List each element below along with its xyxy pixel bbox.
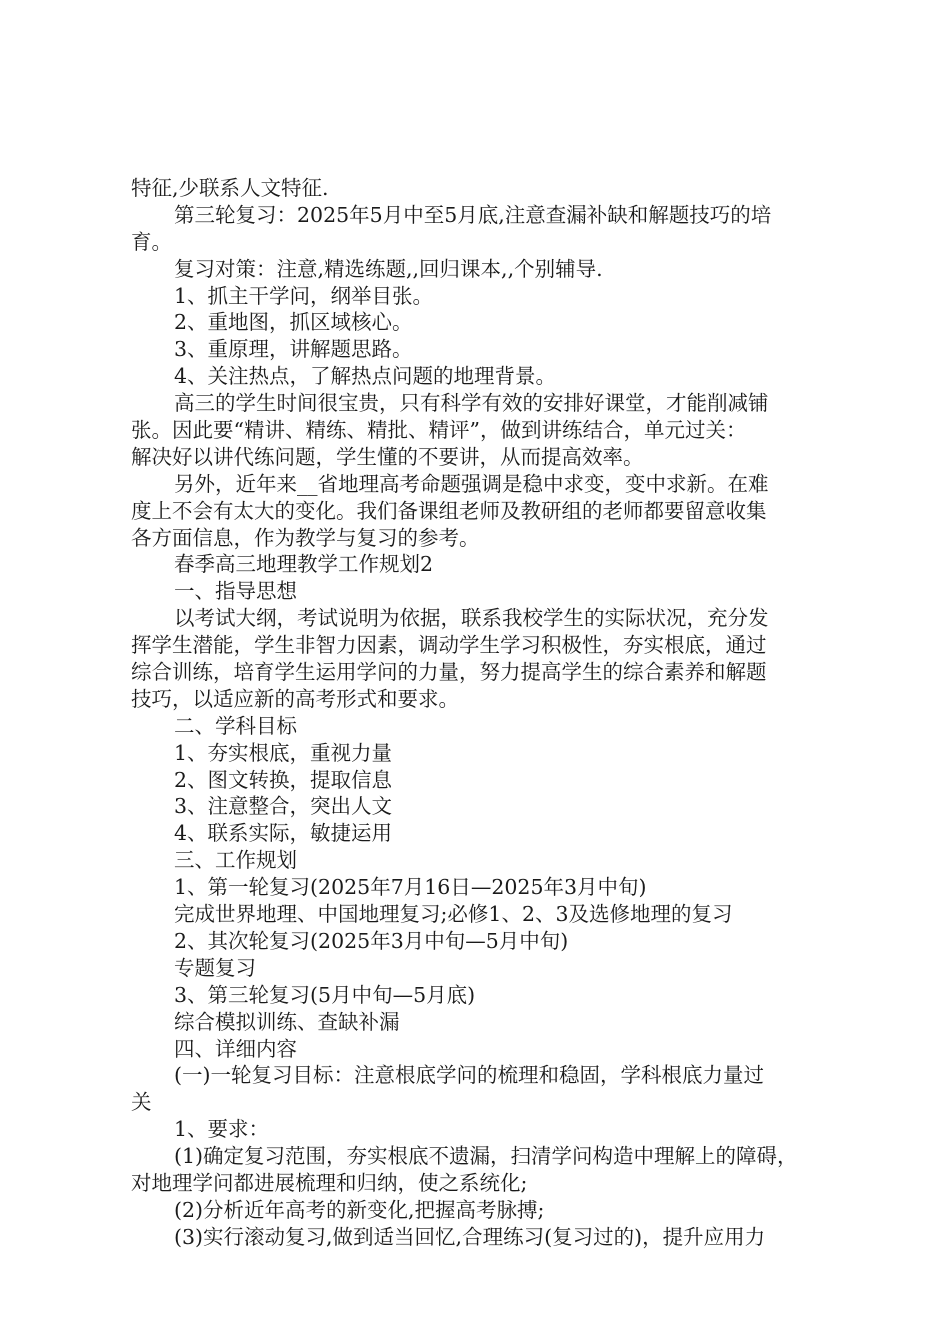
text-line: 特征,少联系人文特征. [131,176,329,200]
list-item: 1、第一轮复习(2025年7月16日—2025年3月中旬) [174,875,647,900]
text-line: 育。 [131,229,172,254]
heading: 一、指导思想 [174,579,297,604]
text-line: 技巧，以适应新的高考形式和要求。 [131,686,459,711]
text-line: 张。因此要“精讲、精练、精批、精评”，做到讲练结合，单元过关： [131,418,747,443]
list-item: 3、注意整合，突出人文 [174,794,393,819]
text-line: 专题复习 [174,955,256,980]
list-item: 1、夯实根底，重视力量 [174,740,393,765]
text-line: 1、抓主干学问，纲举目张。 [174,283,434,308]
heading: 四、详细内容 [174,1036,297,1061]
text-line: 以考试大纲，考试说明为依据，联系我校学生的实际状况，充分发 [174,606,769,631]
text-line: 各方面信息，作为教学与复习的参考。 [131,525,480,550]
list-item: 2、图文转换，提取信息 [174,767,393,792]
text-line: (一)一轮复习目标：注意根底学问的梳理和稳固，学科根底力量过 [174,1063,764,1088]
text-line: 2、重地图，抓区域核心。 [174,310,413,335]
heading: 二、学科目标 [174,713,297,738]
heading: 三、工作规划 [174,848,297,873]
text-line: 对地理学问都进展梳理和归纳，使之系统化; [131,1170,528,1195]
list-item: (1)确定复习范围，夯实根底不遗漏，扫清学问构造中理解上的障碍， [174,1144,798,1169]
text-line: 综合模拟训练、查缺补漏 [174,1009,400,1034]
text-line: 挥学生潜能，学生非智力因素，调动学生学习积极性，夯实根底，通过 [131,633,767,658]
text-line: 4、关注热点，了解热点问题的地理背景。 [174,364,557,389]
text-line: 第三轮复习：2025年5月中至5月底,注意查漏补缺和解题技巧的培 [174,202,772,227]
list-item: (2)分析近年高考的新变化,把握高考脉搏; [174,1197,545,1222]
text-line: 度上不会有太大的变化。我们备课组老师及教研组的老师都要留意收集 [131,498,767,523]
list-item: 3、第三轮复习(5月中旬—5月底) [174,982,476,1007]
text-line: 另外，近年来__省地理高考命题强调是稳中求变，变中求新。在难 [174,471,769,496]
list-item: 2、其次轮复习(2025年3月中旬—5月中旬) [174,928,569,953]
section-title: 春季高三地理教学工作规划2 [174,552,434,577]
text-line: 复习对策：注意,精选练题,,回归课本,,个别辅导. [174,256,603,281]
list-item: 4、联系实际，敏捷运用 [174,821,393,846]
text-line: 完成世界地理、中国地理复习;必修1、2、3及选修地理的复习 [174,902,733,927]
list-item: (3)实行滚动复习,做到适当回忆,合理练习(复习过的)，提升应用力 [174,1224,766,1249]
text-line: 解决好以讲代练问题，学生懂的不要讲，从而提高效率。 [131,444,644,469]
text-line: 高三的学生时间很宝贵，只有科学有效的安排好课堂，才能削减铺 [174,391,769,416]
text-line: 3、重原理，讲解题思路。 [174,337,413,362]
list-item: 1、要求： [174,1117,270,1142]
text-line: 关 [131,1090,152,1115]
document-body [131,175,835,1251]
text-line: 综合训练，培育学生运用学问的力量，努力提高学生的综合素养和解题 [131,660,767,685]
